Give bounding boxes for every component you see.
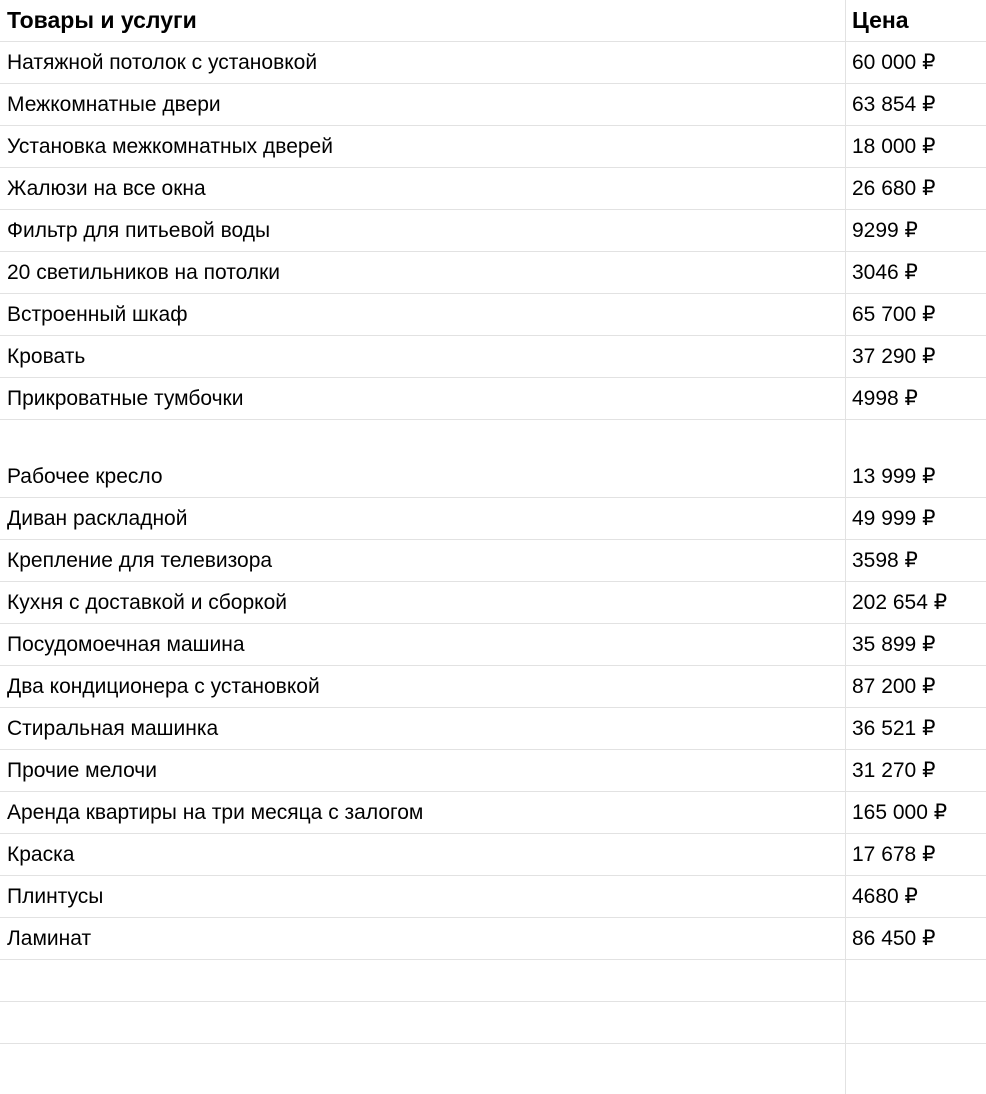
item-name-cell[interactable]: Два кондиционера с установкой xyxy=(7,675,320,698)
header-name-cell[interactable]: Товары и услуги xyxy=(7,7,197,33)
item-name-cell[interactable]: Стиральная машинка xyxy=(7,717,219,740)
item-name-cell[interactable]: Фильтр для питьевой воды xyxy=(7,219,271,242)
item-price-cell[interactable]: 3598 ₽ xyxy=(852,549,918,572)
item-price-cell[interactable]: 165 000 ₽ xyxy=(852,801,948,824)
table-row xyxy=(0,918,986,960)
item-price-cell[interactable]: 65 700 ₽ xyxy=(852,303,936,326)
item-price-cell[interactable]: 31 270 ₽ xyxy=(852,759,936,782)
item-name-cell[interactable]: Натяжной потолок с установкой xyxy=(7,51,318,74)
table-row xyxy=(0,378,986,420)
item-price-cell[interactable]: 26 680 ₽ xyxy=(852,177,936,200)
table-row xyxy=(0,750,986,792)
item-name-cell[interactable]: Встроенный шкаф xyxy=(7,303,188,326)
header-price-cell[interactable]: Цена xyxy=(852,7,909,33)
table-row xyxy=(0,666,986,708)
table-row xyxy=(0,336,986,378)
item-name-cell[interactable]: Ламинат xyxy=(7,927,92,950)
empty-row xyxy=(0,420,986,456)
item-price-cell[interactable]: 18 000 ₽ xyxy=(852,135,936,158)
item-price-cell[interactable]: 36 521 ₽ xyxy=(852,717,936,740)
item-name-cell[interactable]: Диван раскладной xyxy=(7,507,188,530)
item-price-cell[interactable]: 4998 ₽ xyxy=(852,387,918,410)
item-price-cell[interactable]: 37 290 ₽ xyxy=(852,345,936,368)
item-name-cell[interactable]: Межкомнатные двери xyxy=(7,93,221,116)
item-price-cell[interactable]: 60 000 ₽ xyxy=(852,51,936,74)
empty-price-cell[interactable] xyxy=(852,960,982,1001)
empty-name-cell[interactable] xyxy=(7,1002,837,1043)
empty-row xyxy=(0,960,986,1002)
empty-price-cell[interactable] xyxy=(852,1002,982,1043)
item-price-cell[interactable]: 13 999 ₽ xyxy=(852,465,936,488)
item-name-cell[interactable]: 20 светильников на потолки xyxy=(7,261,281,284)
item-name-cell[interactable]: Аренда квартиры на три месяца с залогом xyxy=(7,801,424,824)
table-header-row xyxy=(0,0,986,42)
item-price-cell[interactable]: 3046 ₽ xyxy=(852,261,918,284)
item-price-cell[interactable]: 63 854 ₽ xyxy=(852,93,936,116)
item-price-cell[interactable]: 35 899 ₽ xyxy=(852,633,936,656)
item-price-cell[interactable]: 4680 ₽ xyxy=(852,885,918,908)
table-row xyxy=(0,456,986,498)
item-name-cell[interactable]: Жалюзи на все окна xyxy=(7,177,206,200)
table-row xyxy=(0,582,986,624)
empty-price-cell[interactable] xyxy=(852,1044,982,1094)
item-price-cell[interactable]: 202 654 ₽ xyxy=(852,591,948,614)
item-name-cell[interactable]: Плинтусы xyxy=(7,885,104,908)
table-row xyxy=(0,168,986,210)
empty-price-cell[interactable] xyxy=(852,420,982,456)
item-price-cell[interactable]: 9299 ₽ xyxy=(852,219,918,242)
table-row xyxy=(0,294,986,336)
item-name-cell[interactable]: Установка межкомнатных дверей xyxy=(7,135,333,158)
item-price-cell[interactable]: 49 999 ₽ xyxy=(852,507,936,530)
item-name-cell[interactable]: Посудомоечная машина xyxy=(7,633,245,656)
table-row xyxy=(0,210,986,252)
empty-row xyxy=(0,1002,986,1044)
table-row xyxy=(0,42,986,84)
empty-name-cell[interactable] xyxy=(7,420,837,456)
empty-name-cell[interactable] xyxy=(7,960,837,1001)
table-row xyxy=(0,876,986,918)
table-row xyxy=(0,126,986,168)
empty-row xyxy=(0,1044,986,1094)
item-price-cell[interactable]: 17 678 ₽ xyxy=(852,843,936,866)
item-name-cell[interactable]: Краска xyxy=(7,843,75,866)
empty-name-cell[interactable] xyxy=(7,1044,837,1094)
item-name-cell[interactable]: Крепление для телевизора xyxy=(7,549,273,572)
item-price-cell[interactable]: 87 200 ₽ xyxy=(852,675,936,698)
table-row xyxy=(0,252,986,294)
item-name-cell[interactable]: Рабочее кресло xyxy=(7,465,163,488)
item-name-cell[interactable]: Прочие мелочи xyxy=(7,759,157,782)
table-row xyxy=(0,708,986,750)
item-name-cell[interactable]: Кухня с доставкой и сборкой xyxy=(7,591,287,614)
table-row xyxy=(0,540,986,582)
table-row xyxy=(0,834,986,876)
item-name-cell[interactable]: Кровать xyxy=(7,345,86,368)
table-row xyxy=(0,84,986,126)
table-row xyxy=(0,624,986,666)
table-row xyxy=(0,498,986,540)
item-price-cell[interactable]: 86 450 ₽ xyxy=(852,927,936,950)
item-name-cell[interactable]: Прикроватные тумбочки xyxy=(7,387,244,410)
table-row xyxy=(0,792,986,834)
